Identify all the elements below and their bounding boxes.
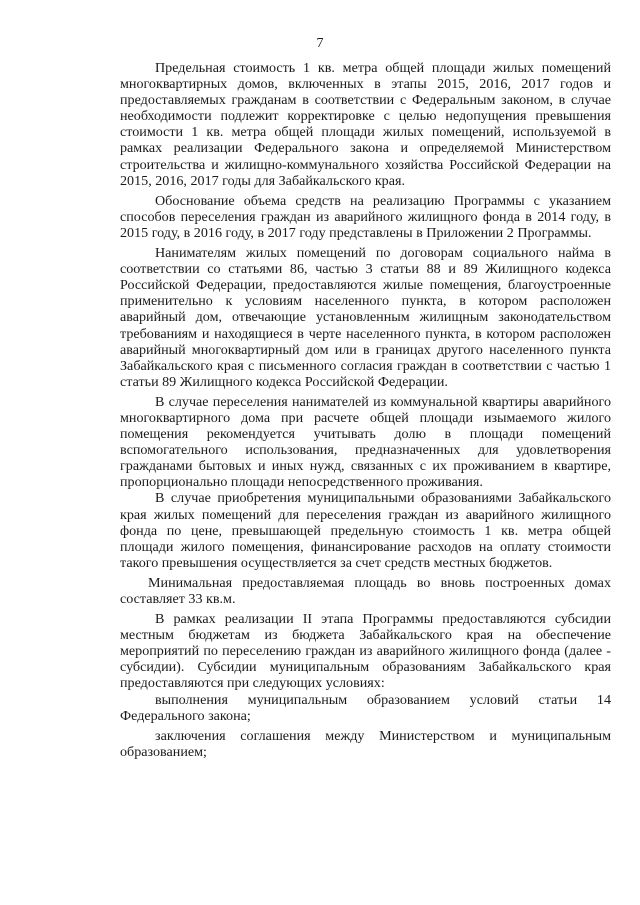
document-body xyxy=(120,60,611,760)
paragraph-subsidies: В рамках реализации II этапа Программы предоставляются субсидии местным бюджетам из бюджета Забайкальского края на обеспечение мероприятий по переселению граждан из аварийного жилищного фонда (далее - субсидии). Субсидии муниципальным образованиям Забайкальского края предоставляются при следующих условиях: xyxy=(120,611,611,692)
paragraph-funding-justification: Обоснование объема средств на реализацию Программы с указанием способов переселения граждан из аварийного жилищного фонда в 2014 году, в 2015 году, в 2016 году, в 2017 году представлены в Приложении 2 Программы. xyxy=(120,192,611,241)
paragraph-condition-agreement: заключения соглашения между Министерством и муниципальным образованием; xyxy=(120,727,611,760)
paragraph-price-excess: В случае приобретения муниципальными образованиями Забайкальского края жилых помещений для переселения граждан из аварийного жилищного фонда по цене, превышающей предельную стоимость 1 кв. метра общей площади жилого помещения, финансирование расходов на оплату стоимости такого превышения осуществляется за счет средств местных бюджетов. xyxy=(120,490,611,571)
paragraph-price-limit: Предельная стоимость 1 кв. метра общей площади жилых помещений многоквартирных домов, включенных в этапы 2015, 2016, 2017 годов и предоставляемых гражданам в соответствии с Федеральным законом, в случае необходимости подлежит корректировке с целью недопущения превышения стоимости 1 кв. метра общей площади жилых помещений, используемой в рамках реализации Федерального закона и определяемой Министерством строительства и жилищно-коммунального хозяйства Российской Федерации на 2015, 2016, 2017 годы для Забайкальского края. xyxy=(120,60,611,189)
page-number: 7 xyxy=(316,36,324,51)
paragraph-tenants-housing: Нанимателям жилых помещений по договорам социального найма в соответствии со статьями 86, частью 3 статьи 88 и 89 Жилищного кодекса Российской Федерации, предоставляются жилые помещения, благоустроенные применительно к условиям населенного пункта, в котором расположен аварийный дом, отвечающие установленным жилищным законодательством требованиям и находящиеся в черте населенного пункта, в котором расположен аварийный многоквартирный дом или в границах другого населенного пункта Забайкальского края с письменного согласия граждан в соответствии с частью 1 статьи 89 Жилищного кодекса Российской Федерации. xyxy=(120,245,611,390)
paragraph-communal-apartment: В случае переселения нанимателей из коммунальной квартиры аварийного многоквартирного дома при расчете общей площади изымаемого жилого помещения рекомендуется учитывать долю в площади помещений вспомогательного использования, предназначенных для удовлетворения гражданами бытовых и иных нужд, связанных с их проживанием в квартире, пропорционально площади непосредственного проживания. xyxy=(120,393,611,491)
paragraph-minimum-area: Минимальная предоставляемая площадь во вновь построенных домах составляет 33 кв.м. xyxy=(120,574,611,607)
paragraph-condition-federal-law: выполнения муниципальным образованием условий статьи 14 Федерального закона; xyxy=(120,691,611,724)
